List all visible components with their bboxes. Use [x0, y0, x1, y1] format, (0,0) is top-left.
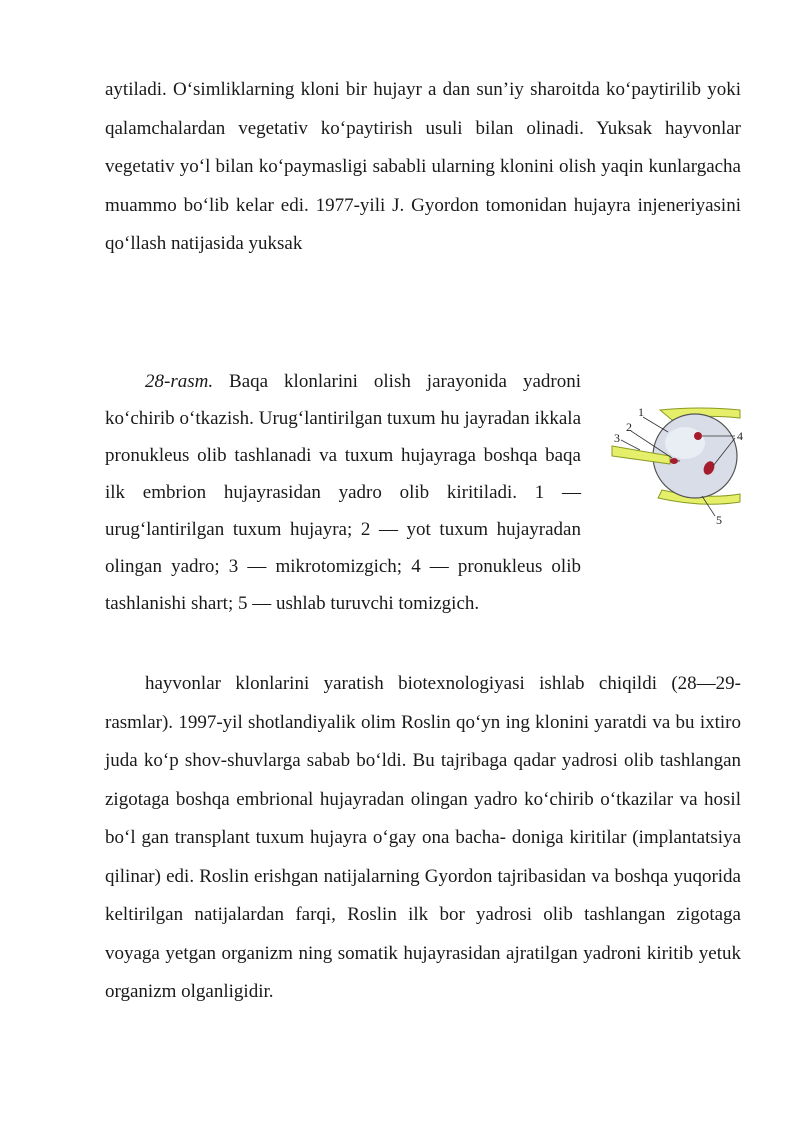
pronucleus-top: [694, 432, 702, 440]
label-5: 5: [716, 513, 722, 527]
paragraph-intro: aytiladi. O‘simliklarning kloni bir hujayr a dan sun’iy sharoitda ko‘paytirilib yoki qalamchalardan vegetativ ko‘paytirish usuli bilan olinadi. Yuksak hayvonlar vegetativ yo‘l bilan ko‘paymasligi sababli ularning klonini olish yaqin kunlargacha muammo bo‘lib kelar edi. 1977-yili J. Gyordon tomonidan hujayra injeneriyasini qo‘llash natijasida yuksak: [105, 79, 741, 254]
label-3: 3: [614, 431, 620, 445]
figure-caption: [105, 363, 581, 622]
egg-cell-highlight: [665, 427, 705, 459]
cell-nucleus-transfer-diagram: [610, 398, 750, 528]
frog-cloning-figure: [610, 398, 750, 528]
paragraph-main: hayvonlar klonlarini yaratish biotexnologiyasi ishlab chiqildi (28—29-rasmlar). 1997-yil shotlandiyalik olim Roslin qo‘yn ing klonini yaratdi va bu ixtiro juda ko‘p shov-shuvlarga sabab bo‘ldi. Bu tajribaga qadar yadrosi olib tashlangan zigotaga boshqa embrional hujayradan olingan yadro ko‘chirib o‘tkazilar va hosil bo‘l gan transplant tuxum hujayra o‘gay ona bacha- doniga kiritilar (implantatsiya qilinar) edi. Roslin erishgan natijalarning Gyordon tajribasidan va boshqa yuqorida keltirilgan natijalardan farqi, Roslin ilk bor yadrosi olib tashlangan zigotaga voyaga yetgan organizm ning somatik hujayrasidan ajratilgan yadroni kiritib yetuk organizm olganligidir.: [105, 673, 741, 1002]
figure-number: 28-rasm.: [145, 371, 214, 392]
label-1: 1: [638, 405, 644, 419]
label-2: 2: [626, 420, 632, 434]
foreign-nucleus: [670, 458, 678, 464]
label-4: 4: [737, 429, 743, 443]
figure-caption-text: Baqa klonlarini olish jarayonida yadroni ko‘chirib o‘tkazish. Urug‘lantirilgan tuxum hu jayradan ikkala pronukleus olib tashlanadi va tuxum hujayraga boshqa baqa ilk embrion hujayrasidan yadro olib kiritiladi. 1 — urug‘lantirilgan tuxum hujayra; 2 — yot tuxum hujayradan olingan yadro; 3 — mikrotomizgich; 4 — pronukleus olib tashlanishi shart; 5 — ushlab turuvchi tomizgich.: [105, 371, 581, 614]
